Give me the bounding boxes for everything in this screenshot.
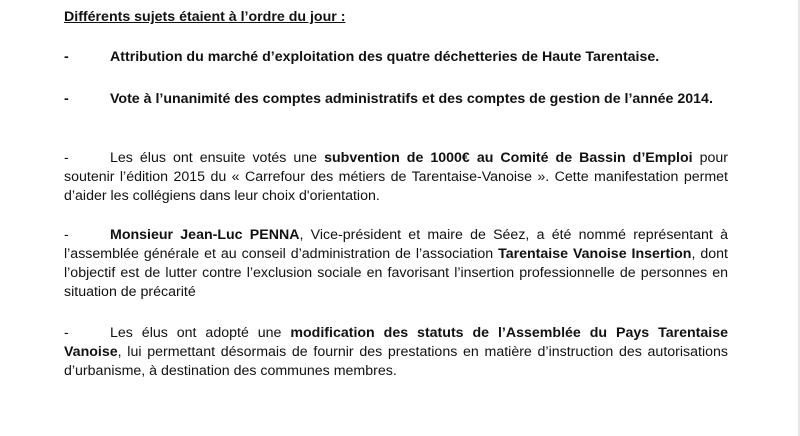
list-dash: - bbox=[64, 150, 69, 166]
item-text-middle: , Vice-président et maire de Séez, a été nommé représentant à l’assemblée générale et au conseil d’administration de l’association bbox=[64, 227, 728, 262]
agenda-item-representative bbox=[64, 226, 728, 302]
item-text-before: Les élus ont adopté une bbox=[110, 325, 291, 341]
item-text: Vote à l’unanimité des comptes administratifs et des comptes de gestion de l’année 2014. bbox=[110, 91, 713, 107]
item-text-bold: modification des statuts de l’Assemblée du Pays Tarentaise Vanoise bbox=[64, 325, 728, 360]
item-text-bold: subvention de 1000€ au Comité de Bassin d’Emploi bbox=[324, 150, 693, 166]
agenda-item-waste-contract bbox=[64, 48, 728, 67]
item-text-bold-name: Monsieur Jean-Luc PENNA bbox=[110, 227, 300, 243]
agenda-heading: Différents sujets étaient à l’ordre du jour : bbox=[64, 9, 346, 25]
item-text-before: Les élus ont ensuite votés une bbox=[110, 150, 325, 166]
list-dash: - bbox=[64, 227, 69, 243]
list-dash: - bbox=[64, 49, 69, 65]
item-text-after: , dont l’objectif est de lutter contre l’exclusion sociale en favorisant l’insertion professionnelle de personnes en situation de précarité bbox=[64, 246, 728, 300]
agenda-item-accounts-vote bbox=[64, 90, 728, 109]
list-dash: - bbox=[64, 91, 69, 107]
item-text-bold-association: Tarentaise Vanoise Insertion bbox=[498, 246, 692, 262]
agenda-item-statutes bbox=[64, 324, 728, 381]
agenda-item-subsidy bbox=[64, 149, 728, 206]
list-dash: - bbox=[64, 325, 69, 341]
item-text-after: , lui permettant désormais de fournir des prestations en matière d’instruction des autorisations d’urbanisme, à destination des communes membres. bbox=[64, 344, 728, 379]
item-text-after: pour soutenir l’édition 2015 du « Carrefour des métiers de Tarentaise-Vanoise ». Cette manifestation permet d’aider les collégiens dans leur choix d'orientation. bbox=[64, 150, 728, 204]
item-text: Attribution du marché d’exploitation des quatre déchetteries de Haute Tarentaise. bbox=[110, 49, 660, 65]
